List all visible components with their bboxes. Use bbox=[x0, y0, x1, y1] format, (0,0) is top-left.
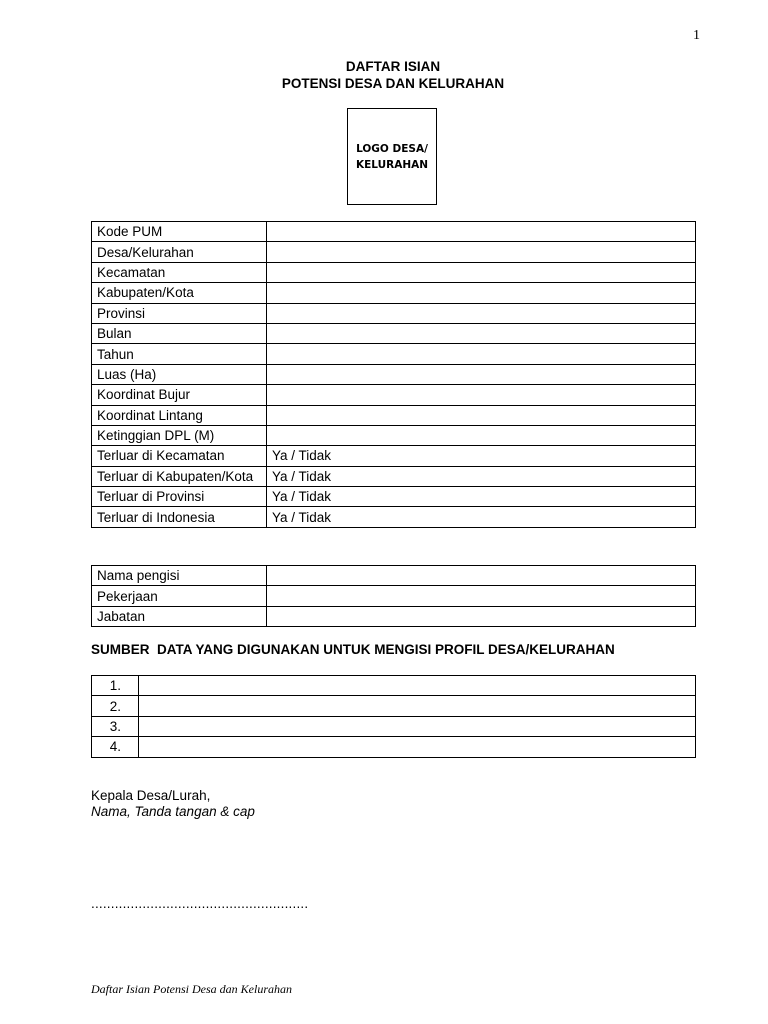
field-value-terluar-provinsi[interactable]: Ya / Tidak bbox=[267, 487, 696, 507]
field-value-koordinat-bujur[interactable] bbox=[267, 385, 696, 405]
table-row bbox=[92, 344, 696, 364]
page-footer: Daftar Isian Potensi Desa dan Kelurahan bbox=[91, 982, 292, 996]
field-value-terluar-indonesia[interactable]: Ya / Tidak bbox=[267, 507, 696, 527]
field-label-terluar-provinsi: Terluar di Provinsi bbox=[92, 487, 267, 507]
source-value[interactable] bbox=[139, 716, 696, 736]
field-label-jabatan: Jabatan bbox=[92, 606, 267, 626]
table-row bbox=[92, 262, 696, 282]
table-row bbox=[92, 676, 696, 696]
field-value-koordinat-lintang[interactable] bbox=[267, 405, 696, 425]
signature-line: ....................................................... bbox=[91, 896, 309, 911]
table-row bbox=[92, 716, 696, 736]
field-label-kode-pum: Kode PUM bbox=[92, 222, 267, 242]
field-value-nama-pengisi[interactable] bbox=[267, 566, 696, 586]
sources-table bbox=[91, 675, 696, 758]
table-row bbox=[92, 283, 696, 303]
table-row bbox=[92, 425, 696, 445]
page-number: 1 bbox=[693, 28, 700, 43]
field-label-desa-kelurahan: Desa/Kelurahan bbox=[92, 242, 267, 262]
source-value[interactable] bbox=[139, 676, 696, 696]
source-number: 2. bbox=[92, 696, 139, 716]
source-value[interactable] bbox=[139, 737, 696, 757]
table-row bbox=[92, 737, 696, 757]
table-row bbox=[92, 364, 696, 384]
table-row bbox=[92, 507, 696, 527]
field-label-kecamatan: Kecamatan bbox=[92, 262, 267, 282]
table-row bbox=[92, 466, 696, 486]
title-line-1: DAFTAR ISIAN bbox=[345, 59, 441, 74]
field-label-bulan: Bulan bbox=[92, 323, 267, 343]
source-number: 4. bbox=[92, 737, 139, 757]
field-value-ketinggian-dpl[interactable] bbox=[267, 425, 696, 445]
table-row bbox=[92, 696, 696, 716]
table-row bbox=[92, 222, 696, 242]
table-row bbox=[92, 385, 696, 405]
field-label-koordinat-lintang: Koordinat Lintang bbox=[92, 405, 267, 425]
field-label-nama-pengisi: Nama pengisi bbox=[92, 566, 267, 586]
signature-caption: Nama, Tanda tangan & cap bbox=[91, 804, 255, 819]
field-value-desa-kelurahan[interactable] bbox=[267, 242, 696, 262]
source-number: 1. bbox=[92, 676, 139, 696]
table-row bbox=[92, 487, 696, 507]
field-label-ketinggian-dpl: Ketinggian DPL (M) bbox=[92, 425, 267, 445]
table-row bbox=[92, 606, 696, 626]
field-value-bulan[interactable] bbox=[267, 323, 696, 343]
table-row bbox=[92, 323, 696, 343]
table-row bbox=[92, 303, 696, 323]
field-value-terluar-kecamatan[interactable]: Ya / Tidak bbox=[267, 446, 696, 466]
field-value-terluar-kabupaten-kota[interactable]: Ya / Tidak bbox=[267, 466, 696, 486]
field-value-kode-pum[interactable] bbox=[267, 222, 696, 242]
logo-text-line-1: LOGO DESA/ bbox=[356, 142, 428, 155]
table-row bbox=[92, 566, 696, 586]
identity-table bbox=[91, 221, 696, 528]
field-value-kabupaten-kota[interactable] bbox=[267, 283, 696, 303]
field-label-terluar-kecamatan: Terluar di Kecamatan bbox=[92, 446, 267, 466]
field-label-terluar-kabupaten-kota: Terluar di Kabupaten/Kota bbox=[92, 466, 267, 486]
logo-text-line-2: KELURAHAN bbox=[355, 158, 429, 171]
table-row bbox=[92, 586, 696, 606]
field-value-tahun[interactable] bbox=[267, 344, 696, 364]
field-value-kecamatan[interactable] bbox=[267, 262, 696, 282]
signature-title: Kepala Desa/Lurah, bbox=[91, 788, 211, 803]
sources-heading: SUMBER DATA YANG DIGUNAKAN UNTUK MENGISI PROFIL DESA/KELURAHAN bbox=[91, 642, 615, 657]
field-label-luas: Luas (Ha) bbox=[92, 364, 267, 384]
field-label-pekerjaan: Pekerjaan bbox=[92, 586, 267, 606]
logo-placeholder bbox=[347, 108, 437, 205]
document-title bbox=[0, 58, 768, 92]
field-label-terluar-indonesia: Terluar di Indonesia bbox=[92, 507, 267, 527]
table-row bbox=[92, 242, 696, 262]
field-label-tahun: Tahun bbox=[92, 344, 267, 364]
title-line-2: POTENSI DESA DAN KELURAHAN bbox=[281, 76, 505, 91]
table-row bbox=[92, 405, 696, 425]
field-label-provinsi: Provinsi bbox=[92, 303, 267, 323]
field-value-provinsi[interactable] bbox=[267, 303, 696, 323]
source-number: 3. bbox=[92, 716, 139, 736]
table-row bbox=[92, 446, 696, 466]
field-label-koordinat-bujur: Koordinat Bujur bbox=[92, 385, 267, 405]
filler-table bbox=[91, 565, 696, 627]
signature-block bbox=[91, 788, 255, 820]
field-value-pekerjaan[interactable] bbox=[267, 586, 696, 606]
field-label-kabupaten-kota: Kabupaten/Kota bbox=[92, 283, 267, 303]
field-value-luas[interactable] bbox=[267, 364, 696, 384]
field-value-jabatan[interactable] bbox=[267, 606, 696, 626]
source-value[interactable] bbox=[139, 696, 696, 716]
